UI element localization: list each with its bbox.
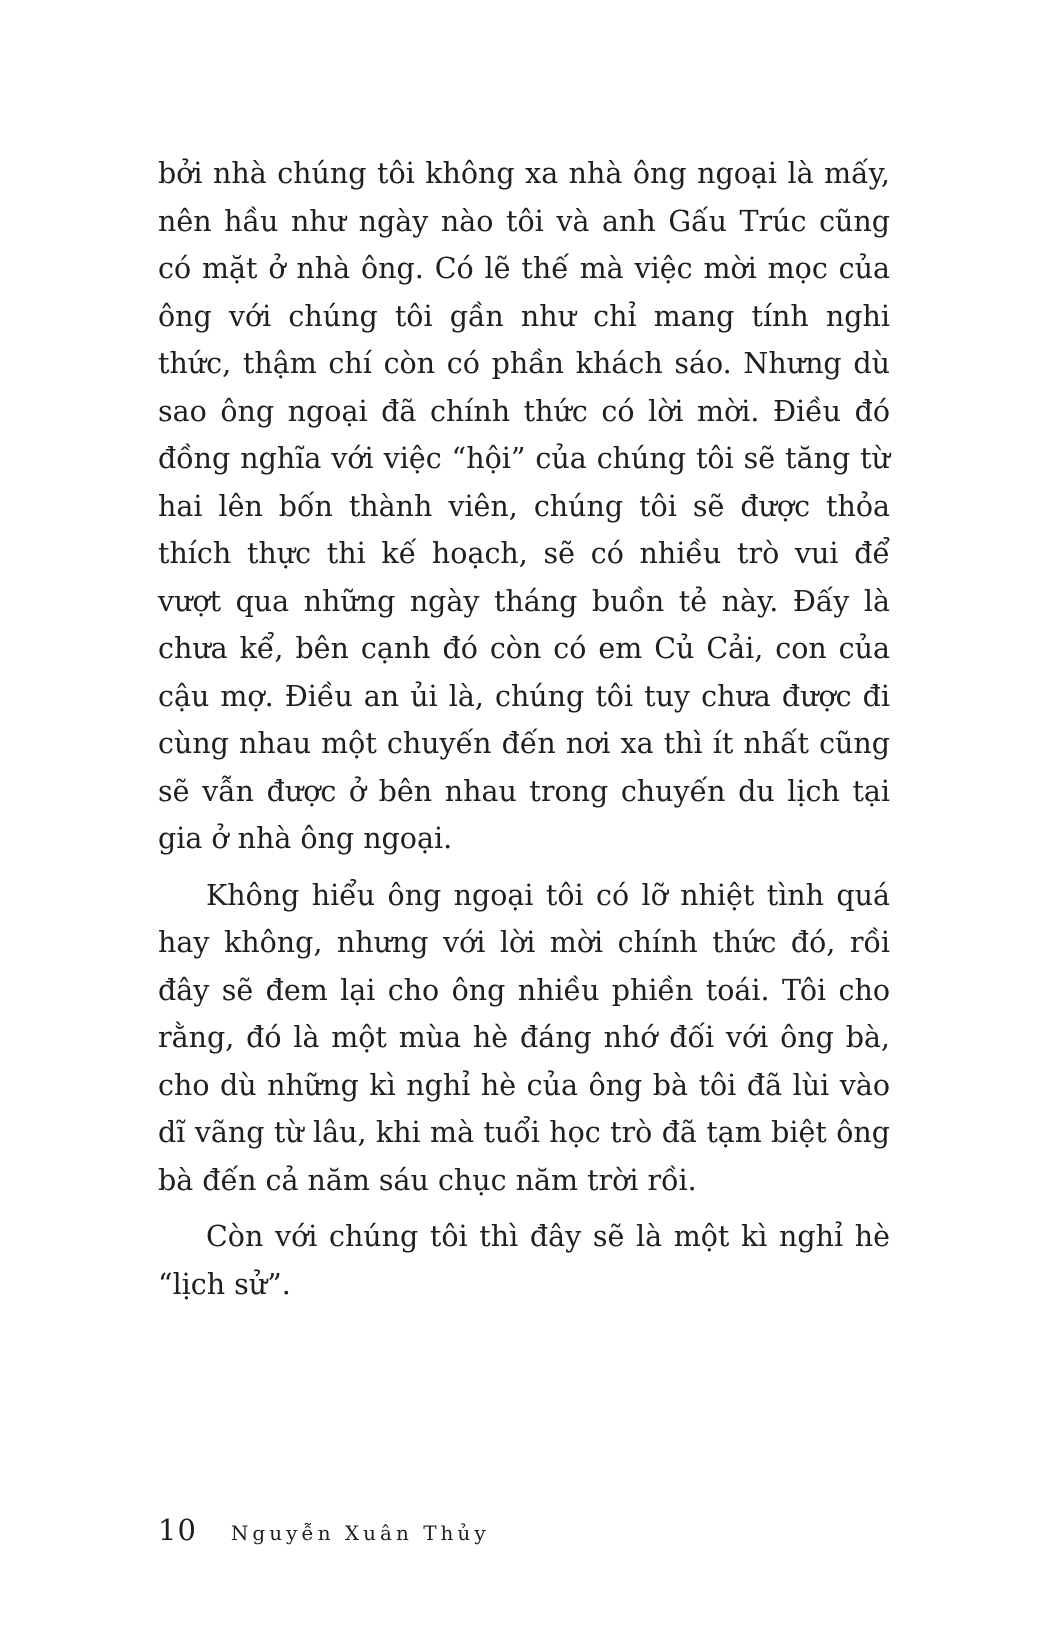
page-footer [158,1513,490,1553]
paragraph-3: Còn với chúng tôi thì đây sẽ là một kì nghỉ hè “lịch sử”. [158,1220,890,1301]
paragraph-1: bởi nhà chúng tôi không xa nhà ông ngoại là mấy, nên hầu như ngày nào tôi và anh Gấu Trúc cũng có mặt ở nhà ông. Có lẽ thế mà việc mời mọc của ông với chúng tôi gần như chỉ mang tính nghi thức, thậm chí còn có phần khách sáo. Nhưng dù sao ông ngoại đã chính thức có lời mời. Điều đó đồng nghĩa với việc “hội” của chúng tôi sẽ tăng từ hai lên bốn thành viên, chúng tôi sẽ được thỏa thích thực thi kế hoạch, sẽ có nhiều trò vui để vượt qua những ngày tháng buồn tẻ này. Đấy là chưa kể, bên cạnh đó còn có em Củ Cải, con của cậu mợ. Điều an ủi là, chúng tôi tuy chưa được đi cùng nhau một chuyến đến nơi xa thì ít nhất cũng sẽ vẫn được ở bên nhau trong chuyến du lịch tại gia ở nhà ông ngoại. [158,157,890,855]
paragraph-2: Không hiểu ông ngoại tôi có lỡ nhiệt tình quá hay không, nhưng với lời mời chính thức đó, rồi đây sẽ đem lại cho ông nhiều phiền toái. Tôi cho rằng, đó là một mùa hè đáng nhớ đối với ông bà, cho dù những kì nghỉ hè của ông bà tôi đã lùi vào dĩ vãng từ lâu, khi mà tuổi học trò đã tạm biệt ông bà đến cả năm sáu chục năm trời rồi. [158,878,890,1197]
page-number: 10 [158,1513,197,1547]
body-text [158,150,890,1308]
author-name: Nguyễn Xuân Thủy [230,1521,490,1545]
